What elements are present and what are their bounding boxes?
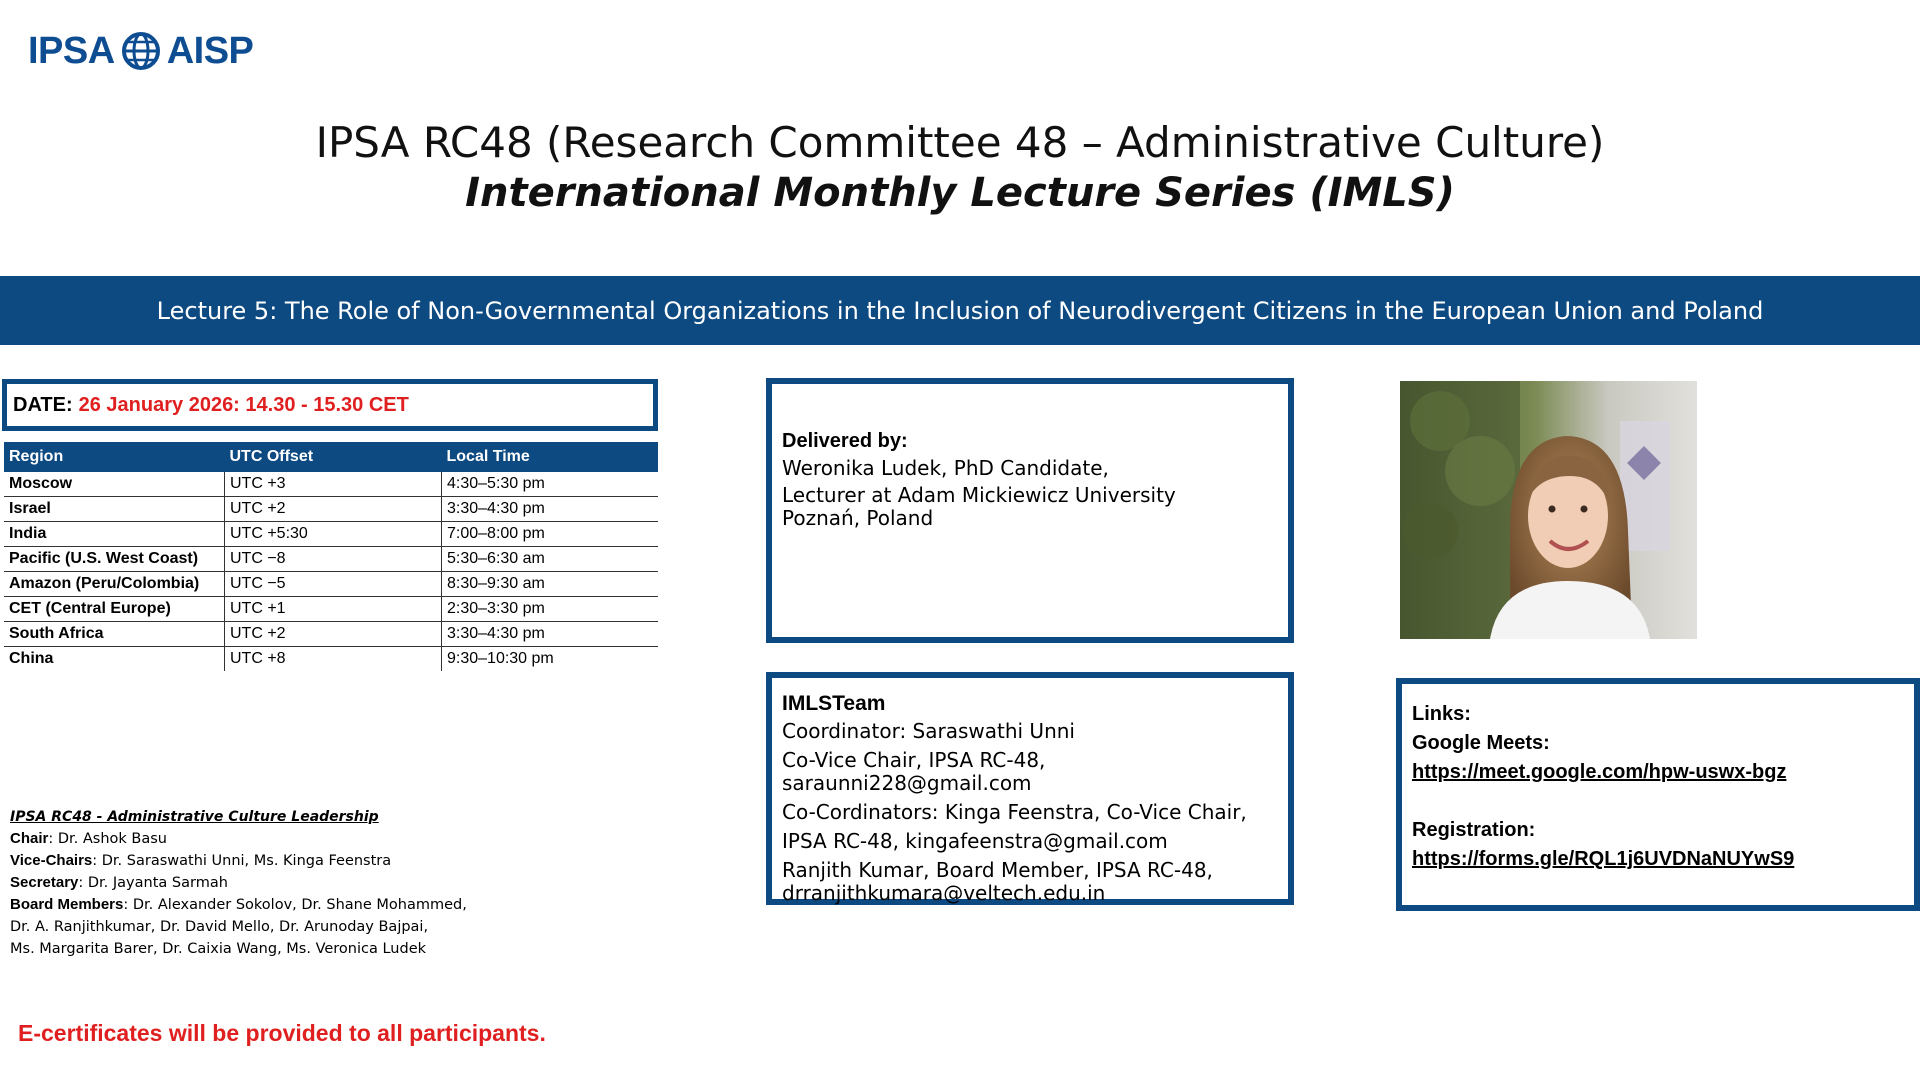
column-header-local-time: Local Time <box>442 442 659 472</box>
speaker-photo <box>1400 381 1697 639</box>
links-heading: Links: <box>1412 703 1471 725</box>
offset-cell: UTC +3 <box>225 472 442 497</box>
offset-cell: UTC +2 <box>225 622 442 647</box>
table-row <box>4 547 658 572</box>
speaker-affiliation: Lecturer at Adam Mickiewicz University <box>782 483 1176 507</box>
region-cell: Israel <box>4 497 225 522</box>
leadership-block <box>10 806 650 960</box>
board-label: Board Members <box>10 896 124 913</box>
local-time-cell: 3:30–4:30 pm <box>442 622 659 647</box>
table-row <box>4 597 658 622</box>
column-header-region: Region <box>4 442 225 472</box>
team-board-member: Ranjith Kumar, Board Member, IPSA RC-48, <box>782 858 1213 882</box>
vice-chairs-line <box>10 850 650 872</box>
globe-icon <box>121 31 161 71</box>
table-row <box>4 497 658 522</box>
offset-cell: UTC +2 <box>225 497 442 522</box>
logo-left-text: IPSA <box>28 29 115 72</box>
lecture-banner <box>0 276 1920 345</box>
local-time-cell: 2:30–3:30 pm <box>442 597 659 622</box>
board-names-3: Ms. Margarita Barer, Dr. Caixia Wang, Ms. Veronica Ludek <box>10 941 427 957</box>
speaker-portrait-icon <box>1400 381 1697 639</box>
vice-chairs-label: Vice-Chairs <box>10 852 93 869</box>
team-coordinator-contact: Co-Vice Chair, IPSA RC-48, saraunni228@gmail.com <box>782 748 1046 795</box>
leadership-heading: IPSA RC48 - Administrative Culture Leadership <box>10 809 379 825</box>
offset-cell: UTC +5:30 <box>225 522 442 547</box>
chair-label: Chair <box>10 830 49 847</box>
logo-right-text: AISP <box>166 29 254 72</box>
team-cocoordinators: Co-Cordinators: Kinga Feenstra, Co-Vice Chair, <box>782 800 1247 824</box>
page-title: IPSA RC48 (Research Committee 48 – Administrative Culture) <box>315 118 1605 167</box>
vice-chairs-names: : Dr. Saraswathi Unni, Ms. Kinga Feenstra <box>92 853 392 869</box>
team-coordinator: Coordinator: Saraswathi Unni <box>782 719 1075 743</box>
offset-cell: UTC +1 <box>225 597 442 622</box>
team-heading: IMLSTeam <box>782 692 886 715</box>
region-cell: CET (Central Europe) <box>4 597 225 622</box>
region-cell: South Africa <box>4 622 225 647</box>
offset-cell: UTC +8 <box>225 647 442 672</box>
ipsa-logo <box>28 28 253 74</box>
region-cell: Amazon (Peru/Colombia) <box>4 572 225 597</box>
board-names-2: Dr. A. Ranjithkumar, Dr. David Mello, Dr. Arunoday Bajpai, <box>10 919 429 935</box>
local-time-cell: 8:30–9:30 am <box>442 572 659 597</box>
secretary-label: Secretary <box>10 874 79 891</box>
ecertificates-note: E-certificates will be provided to all participants. <box>18 1020 546 1046</box>
google-meets-link[interactable]: https://meet.google.com/hpw-uswx-bgz <box>1412 761 1787 783</box>
local-time-cell: 7:00–8:00 pm <box>442 522 659 547</box>
delivered-heading: Delivered by: <box>782 430 908 452</box>
local-time-cell: 9:30–10:30 pm <box>442 647 659 672</box>
table-row <box>4 647 658 672</box>
local-time-cell: 3:30–4:30 pm <box>442 497 659 522</box>
secretary-line <box>10 872 650 894</box>
board-names-1: : Dr. Alexander Sokolov, Dr. Shane Mohammed, <box>123 897 467 913</box>
date-label: DATE: <box>13 393 73 416</box>
links-box <box>1396 678 1920 911</box>
column-header-offset: UTC Offset <box>225 442 442 472</box>
secretary-name: : Dr. Jayanta Sarmah <box>78 875 228 891</box>
team-board-member-email: drranjithkumara@veltech.edu.in <box>782 881 1106 905</box>
date-value: 26 January 2026: 14.30 - 15.30 CET <box>78 393 409 416</box>
timezone-table <box>4 442 658 671</box>
offset-cell: UTC −8 <box>225 547 442 572</box>
lecture-title: Lecture 5: The Role of Non-Governmental Organizations in the Inclusion of Neurodivergent Citizens in the European Union and Poland <box>156 296 1764 325</box>
registration-link[interactable]: https://forms.gle/RQL1j6UVDNaNUYwS9 <box>1412 848 1795 870</box>
table-row <box>4 622 658 647</box>
page-subtitle: International Monthly Lecture Series (IMLS) <box>465 170 1455 216</box>
region-cell: China <box>9 650 54 667</box>
imls-team-box <box>766 672 1294 905</box>
board-line <box>10 894 650 916</box>
team-cocoordinators-contact: IPSA RC-48, kingafeenstra@gmail.com <box>782 829 1168 853</box>
region-cell: Pacific (U.S. West Coast) <box>4 547 225 572</box>
spacer <box>1412 787 1914 816</box>
table-row <box>4 472 658 497</box>
delivered-by-box <box>766 378 1294 643</box>
region-cell: Moscow <box>4 472 225 497</box>
speaker-name: Weronika Ludek, PhD Candidate, <box>782 456 1109 480</box>
chair-name: : Dr. Ashok Basu <box>48 831 167 847</box>
date-box <box>2 379 658 431</box>
table-row <box>4 522 658 547</box>
table-row <box>4 572 658 597</box>
local-time-cell: 4:30–5:30 pm <box>442 472 659 497</box>
table-header-row <box>4 442 658 472</box>
offset-cell: UTC −5 <box>225 572 442 597</box>
local-time-cell: 5:30–6:30 am <box>442 547 659 572</box>
speaker-location: Poznań, Poland <box>782 506 934 530</box>
chair-line <box>10 828 650 850</box>
google-meets-label: Google Meets: <box>1412 732 1550 754</box>
region-cell: India <box>4 522 225 547</box>
registration-label: Registration: <box>1412 819 1536 841</box>
